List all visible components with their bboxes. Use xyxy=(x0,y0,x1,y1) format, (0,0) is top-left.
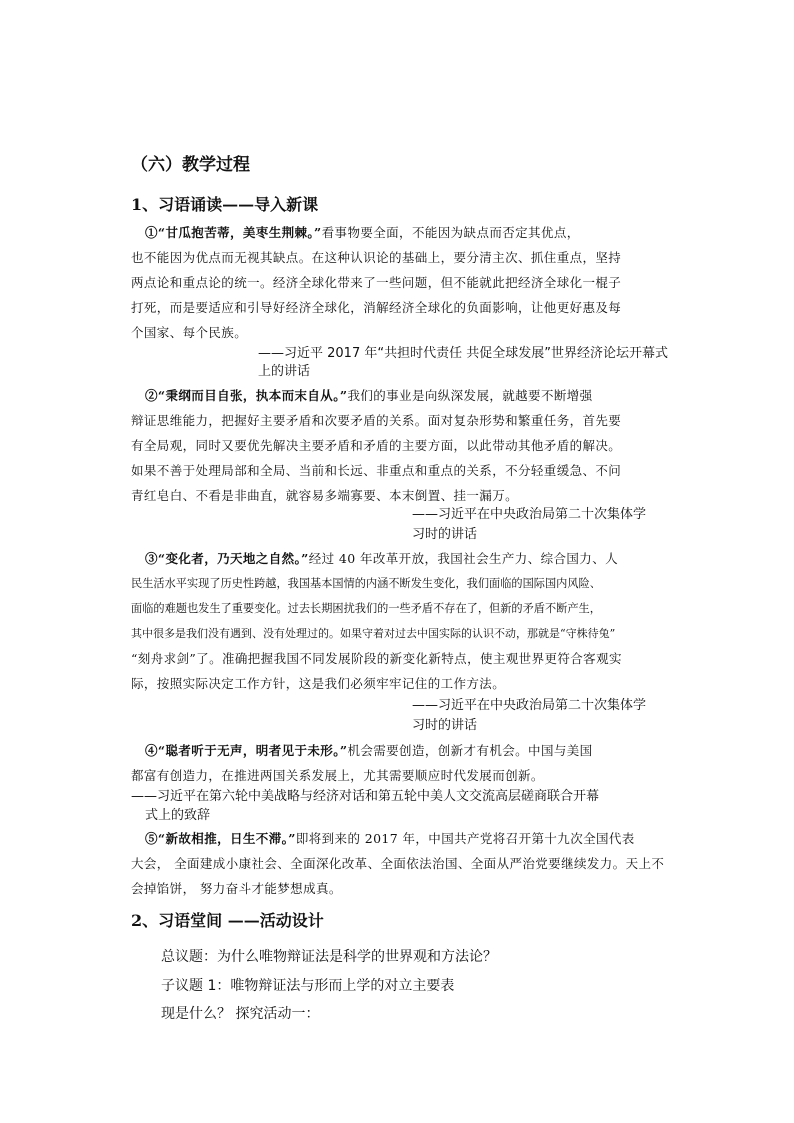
sub-topic: 子议题 1：唯物辩证法与形而上学的对立主要表 xyxy=(161,978,455,994)
quote-line xyxy=(145,383,593,408)
part2-heading: 2、习语堂间 ——活动设计 xyxy=(131,911,324,930)
quote-commentary: 机会需要创造，创新才有机会。中国与美国 xyxy=(347,743,593,758)
commentary-line: 辩证思维能力，把握好主要矛盾和次要矛盾的关系。面对复杂形势和繁重任务，首先要 xyxy=(131,413,622,428)
main-topic: 总议题：为什么唯物辩证法是科学的世界观和方法论？ xyxy=(161,949,497,965)
source-line: ——习近平 2017 年“共担时代责任 共促全球发展”世界经济论坛开幕式 xyxy=(258,346,668,361)
commentary-line: 打死，而是要适应和引导好经济全球化，消解经济全球化的负面影响，让他更好惠及每 xyxy=(131,300,622,315)
quote-commentary: 看事物要全面，不能因为缺点而否定其优点， xyxy=(321,225,580,240)
section-title: （六）教学过程 xyxy=(131,155,250,175)
commentary-line: 有全局观，同时又要优先解决主要矛盾和矛盾的主要方面，以此带动其他矛盾的解决。 xyxy=(131,438,622,453)
sub-topic-continuation: 现是什么？ 探究活动一： xyxy=(161,1006,320,1022)
commentary-line: “刻舟求剑”了。准确把握我国不同发展阶段的新变化新特点，使主观世界更符合客观实 xyxy=(131,651,622,666)
quote-commentary: 我们的事业是向纵深发展，就越要不断增强 xyxy=(347,388,593,403)
source-line: ——习近平在第六轮中美战略与经济对话和第五轮中美人文交流高层磋商联合开幕 xyxy=(131,789,600,804)
quote-text: ③“变化者，乃天地之自然。” xyxy=(145,551,309,566)
source-line: ——习近平在中央政治局第二十次集体学 xyxy=(412,507,647,522)
commentary-line: 其中很多是我们没有遇到、没有处理过的。如果守着对过去中国实际的认识不动，那就是“守株待兔” xyxy=(131,627,616,640)
quote-line xyxy=(145,546,618,571)
commentary-line: 大会， 全面建成小康社会、全面深化改革、全面依法治国、全面从严治党要继续发力。天上不 xyxy=(131,856,665,871)
quote-text: ①“甘瓜抱苦蒂，美枣生荆棘。” xyxy=(145,225,322,240)
part1-heading: 1、习语诵读——导入新课 xyxy=(131,195,319,214)
source-line: 上的讲话 xyxy=(258,364,311,379)
commentary-line: 际，按照实际决定工作方针，这是我们必须牢牢记住的工作方法。 xyxy=(131,676,506,691)
commentary-line: 青红皂白、不看是非曲直，就容易多端寡要、本末倒置、挂一漏万。 xyxy=(131,488,519,503)
commentary-line: 面临的难题也发生了重要变化。过去长期困扰我们的一些矛盾不存在了，但新的矛盾不断产生， xyxy=(131,602,601,615)
source-line: 习时的讲话 xyxy=(412,527,478,542)
source-line: 式上的致辞 xyxy=(145,808,211,823)
quote-commentary: 即将到来的 2017 年，中国共产党将召开第十九次全国代表 xyxy=(295,831,635,846)
commentary-line: 都富有创造力，在推进两国关系发展上，尤其需要顺应时代发展而创新。 xyxy=(131,768,544,783)
commentary-line: 两点论和重点论的统一。经济全球化带来了一些问题，但不能就此把经济全球化一棍子 xyxy=(131,275,622,290)
quote-line xyxy=(145,738,593,763)
quote-commentary: 经过 40 年改革开放，我国社会生产力、综合国力、人 xyxy=(308,551,618,566)
source-line: 习时的讲话 xyxy=(412,718,478,733)
quote-text: ④“聪者听于无声，明者见于未形。” xyxy=(145,743,348,758)
commentary-line: 个国家、每个民族。 xyxy=(131,325,248,340)
source-line: ——习近平在中央政治局第二十次集体学 xyxy=(412,698,647,713)
quote-text: ②“秉纲而目自张，执本而末自从。” xyxy=(145,388,348,403)
quote-line xyxy=(145,826,635,851)
quote-text: ⑤“新故相推，日生不滞。” xyxy=(145,831,296,846)
commentary-line: 也不能因为优点而无视其缺点。在这种认识论的基础上，要分清主次、抓住重点，坚持 xyxy=(131,250,622,265)
commentary-line: 会掉馅饼， 努力奋斗才能梦想成真。 xyxy=(131,881,342,896)
commentary-line: 民生活水平实现了历史性跨越，我国基本国情的内涵不断发生变化，我们面临的国际国内风险、 xyxy=(131,577,601,590)
quote-line xyxy=(145,220,580,245)
commentary-line: 如果不善于处理局部和全局、当前和长远、非重点和重点的关系，不分轻重缓急、不问 xyxy=(131,463,622,478)
